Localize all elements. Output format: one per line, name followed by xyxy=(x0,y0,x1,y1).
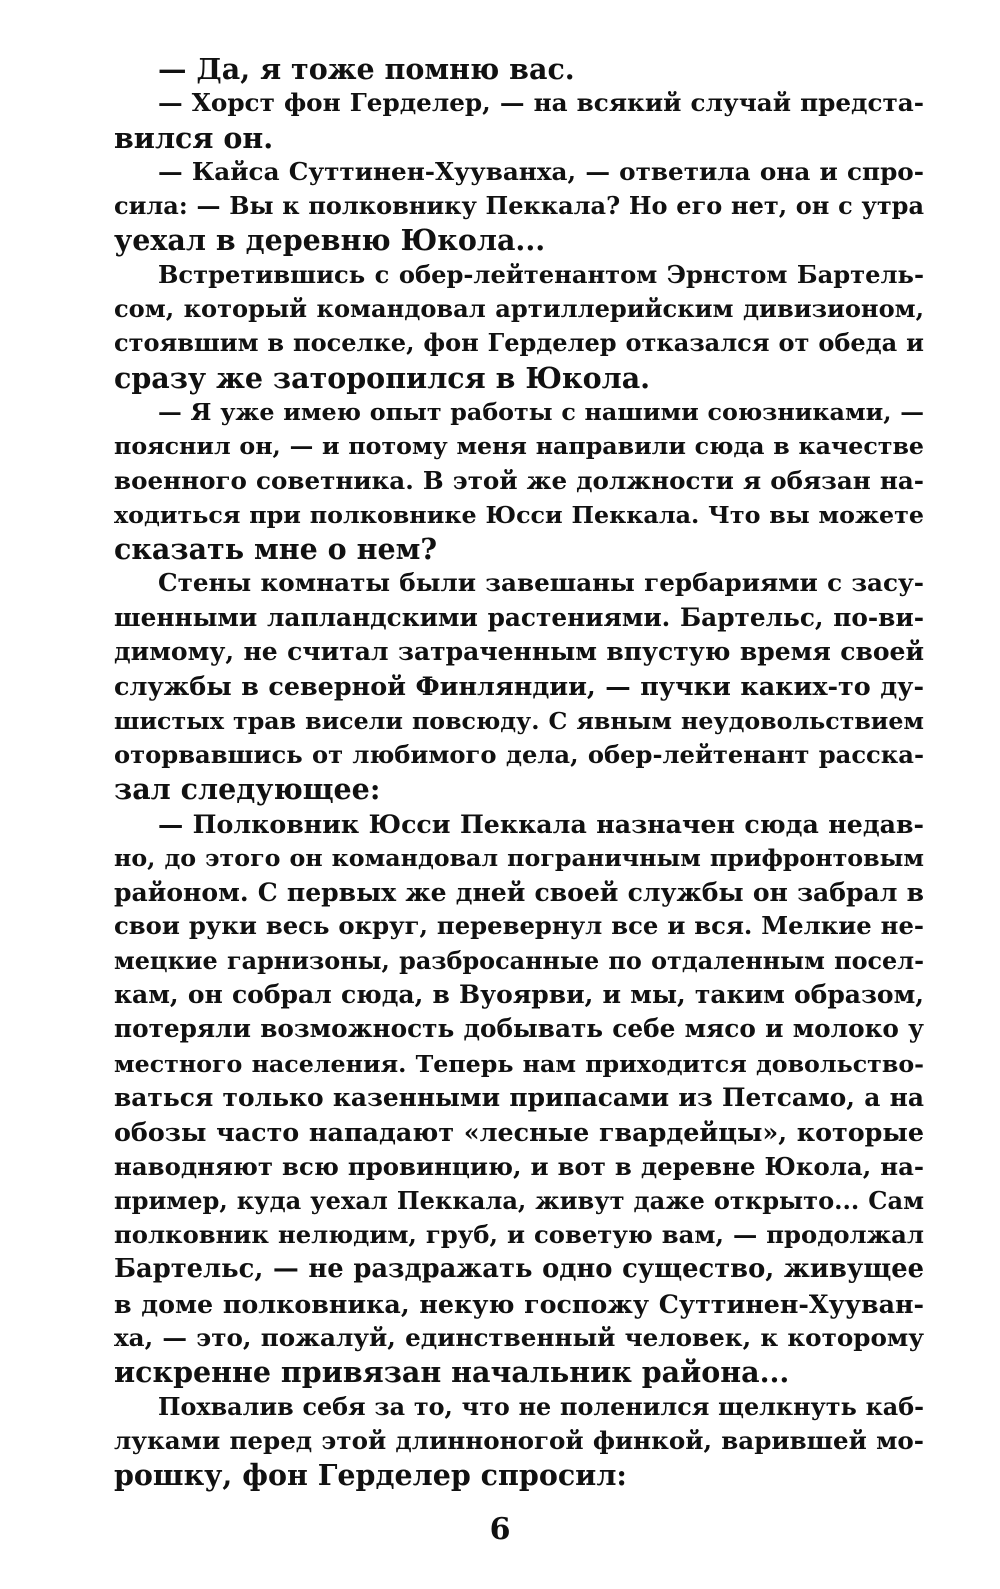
text-line: сразу же заторопился в Юкола. xyxy=(114,360,651,395)
text-line: стоявшим в поселке, фон Герделер отказался от обеда и xyxy=(114,328,924,358)
text-line: оторвавшись от любимого дела, обер-лейтенант расска- xyxy=(114,739,924,769)
text-line: сом, который командовал артиллерийским дивизионом, xyxy=(114,294,924,324)
text-line: — Полковник Юсси Пеккала назначен сюда недав- xyxy=(158,808,924,839)
text-line: Бартельс, — не раздражать одно существо, живущее xyxy=(114,1254,924,1285)
page-number: 6 xyxy=(489,1512,511,1547)
text-line: уехал в деревню Юкола... xyxy=(114,223,546,258)
text-line: пояснил он, — и потому меня направили сюда в качестве xyxy=(114,432,924,461)
text-line: ходиться при полковнике Юсси Пеккала. Что вы можете xyxy=(114,500,924,529)
text-line: зал следующее: xyxy=(114,772,381,807)
text-line: пример, куда уехал Пеккала, живут даже открыто... Сам xyxy=(114,1185,924,1215)
text-line: вился он. xyxy=(114,120,274,155)
text-line: луками перед этой длинноногой финкой, варившей мо- xyxy=(114,1425,924,1455)
text-line: но, до этого он командовал пограничным прифронтовым xyxy=(114,843,924,872)
text-line: сказать мне о нем? xyxy=(114,532,438,567)
text-line: ваться только казенными припасами из Петсамо, а на xyxy=(114,1082,924,1112)
text-line: шистых трав висели повсюду. С явным неудовольствием xyxy=(114,706,924,735)
text-line: Стены комнаты были завешаны гербариями с засу- xyxy=(158,568,924,598)
text-line: рошку, фон Герделер спросил: xyxy=(114,1458,627,1493)
text-line: свои руки весь округ, перевернул все и вся. Мелкие не- xyxy=(114,911,924,941)
text-line: районом. С первых же дней своей службы он забрал в xyxy=(114,877,924,908)
text-line: — Кайса Суттинен-Хууванха, — ответила она и спро- xyxy=(158,156,924,186)
text-line: — Хорст фон Герделер, — на всякий случай предста- xyxy=(158,88,924,118)
text-line: мецкие гарнизоны, разбросанные по отдаленным посел- xyxy=(114,946,924,975)
text-column xyxy=(114,52,924,1492)
text-line: Похвалив себя за то, что не поленился щелкнуть каб- xyxy=(158,1392,924,1421)
text-line: — Да, я тоже помню вас. xyxy=(158,52,575,86)
text-line: Встретившись с обер-лейтенантом Эрнстом Бартель- xyxy=(158,259,924,289)
text-line: полковник нелюдим, груб, и советую вам, — продолжал xyxy=(114,1220,924,1250)
text-line: обозы часто нападают «лесные гвардейцы», которые xyxy=(114,1117,924,1148)
text-line: шенными лапландскими растениями. Бартельс, по-ви- xyxy=(114,602,924,632)
text-line: службы в северной Финляндии, — пучки каких-то ду- xyxy=(114,671,924,702)
text-line: военного советника. В этой же должности я обязан на- xyxy=(114,465,924,495)
text-line: димому, не считал затраченным впустую время своей xyxy=(114,637,924,667)
text-line: ха, — это, пожалуй, единственный человек, к которому xyxy=(114,1322,924,1352)
text-line: наводняют всю провинцию, и вот в деревне Юкола, на- xyxy=(114,1151,924,1181)
text-line: искренне привязан начальник района... xyxy=(114,1355,790,1390)
text-line: в доме полковника, некую госпожу Суттинен-Хууван- xyxy=(114,1288,924,1319)
text-line: потеряли возможность добывать себе мясо и молоко у xyxy=(114,1014,924,1044)
text-line: — Я уже имею опыт работы с нашими союзниками, — xyxy=(158,397,924,426)
text-line: кам, он собрал сюда, в Вуоярви, и мы, таким образом, xyxy=(114,980,924,1010)
text-line: местного населения. Теперь нам приходится довольство- xyxy=(114,1049,924,1078)
text-line: сила: — Вы к полковнику Пеккала? Но его нет, он с утра xyxy=(114,191,924,221)
